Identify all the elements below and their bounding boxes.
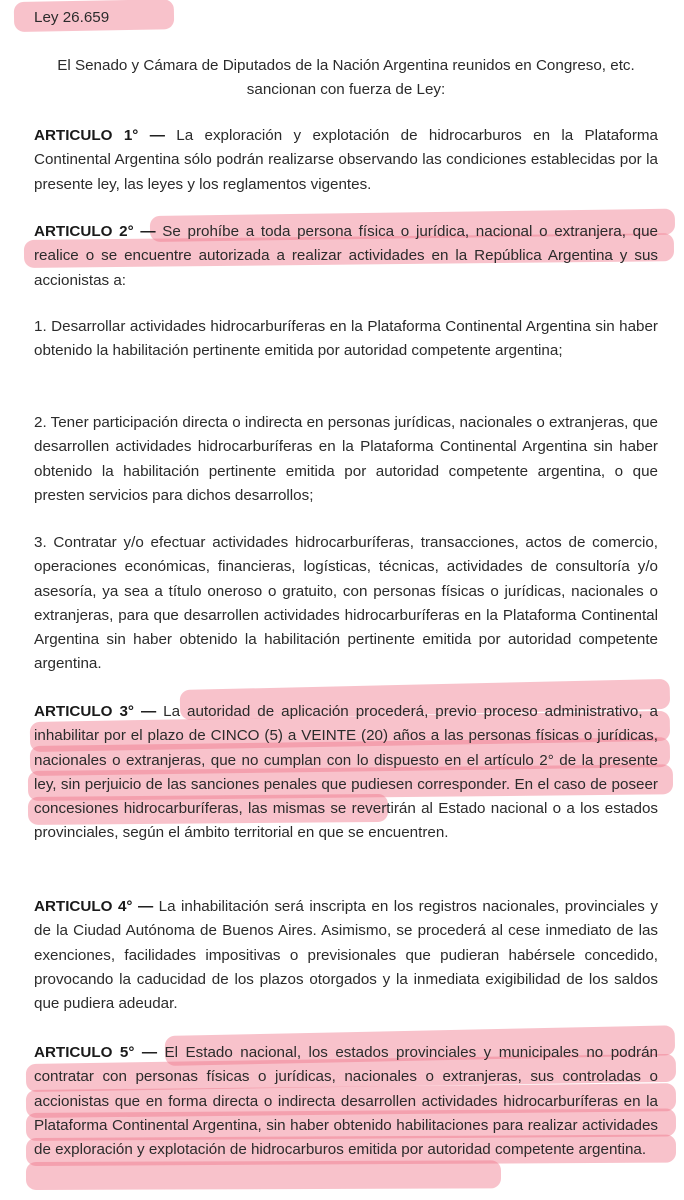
article-3 bbox=[34, 700, 658, 846]
list-item-3: 3. Contratar y/o efectuar actividades hidrocarburíferas, transacciones, actos de comercio, operaciones económicas, financieras, logísticas, técnicas, actividades de consultoría y/o asesoría, ya sea a título oneroso o gratuito, con personas físicas o jurídicas, nacionales o extranjeras, para que desarrollen actividades hidrocarburíferas en la Plataforma Continental Argentina sin haber obtenido la habilitación pertinente emitida por autoridad competente argentina. bbox=[34, 534, 658, 673]
article-5 bbox=[34, 1041, 658, 1162]
article-5-text: El Estado nacional, los estados provinciales y municipales no podrán contratar con personas físicas o jurídicas, nacionales o extranjeras, sus controladas o accionistas que en forma directa o indirecta desarrollen actividades hidrocarburíferas en la Plataforma Continental Argentina, sin haber obtenido habilitaciones para realizar actividades de exploración y explotación de hidrocarburos emitida por autoridad competente argentina. bbox=[34, 1044, 658, 1159]
article-2-label: ARTICULO 2° — bbox=[34, 223, 156, 240]
list-item-1: 1. Desarrollar actividades hidrocarburíferas en la Plataforma Continental Argentina sin haber obtenido la habilitación pertinente emitida por autoridad competente argentina; bbox=[34, 318, 658, 360]
article-3-label: ARTICULO 3° — bbox=[34, 703, 157, 720]
highlight-art5-line6 bbox=[26, 1160, 501, 1190]
article-1-label: ARTICULO 1° — bbox=[34, 127, 165, 144]
article-1-text: La exploración y explotación de hidrocarburos en la Plataforma Continental Argentina sólo podrán realizarse observando las condiciones establecidas por la presente ley, las leyes y los reglamentos vigentes. bbox=[34, 127, 658, 193]
preamble: El Senado y Cámara de Diputados de la Nación Argentina reunidos en Congreso, etc. sancionan con fuerza de Ley: bbox=[57, 57, 635, 99]
article-2 bbox=[34, 220, 658, 293]
article-4 bbox=[34, 895, 658, 1016]
list-item-2: 2. Tener participación directa o indirecta en personas jurídicas, nacionales o extranjeras, que desarrollen actividades hidrocarburíferas en la Plataforma Continental Argentina sin haber obtenido la habilitación pertinente emitida por autoridad competente argentina, o que presten servicios para dichos desarrollos; bbox=[34, 414, 658, 504]
law-title: Ley 26.659 bbox=[34, 9, 110, 26]
article-1 bbox=[34, 124, 658, 197]
article-4-label: ARTICULO 4° — bbox=[34, 898, 154, 915]
article-3-text: La autoridad de aplicación procederá, previo proceso administrativo, a inhabilitar por el plazo de CINCO (5) a VEINTE (20) años a las personas físicas o jurídicas, nacionales o extranjeras, que no cumplan con lo dispuesto en el artículo 2° de la presente ley, sin perjuicio de las sanciones penales que pudiesen corresponder. En el caso de poseer concesiones hidrocarburíferas, las mismas se revertirán al Estado nacional o a los estados provinciales, según el ámbito territorial en que se encuentren. bbox=[34, 703, 658, 842]
article-2-text: Se prohíbe a toda persona física o jurídica, nacional o extranjera, que realice o se encuentre autorizada a realizar actividades en la República Argentina y sus accionistas a: bbox=[34, 223, 658, 289]
article-5-label: ARTICULO 5° — bbox=[34, 1044, 158, 1061]
article-4-text: La inhabilitación será inscripta en los registros nacionales, provinciales y de la Ciudad Autónoma de Buenos Aires. Asimismo, se procederá al cese inmediato de las exenciones, facilidades impositivas o previsionales que pudieran habérsele concedido, provocando la caducidad de los plazos otorgados y la inmediata exigibilidad de los saldos que pudiera adeudar. bbox=[34, 898, 658, 1013]
